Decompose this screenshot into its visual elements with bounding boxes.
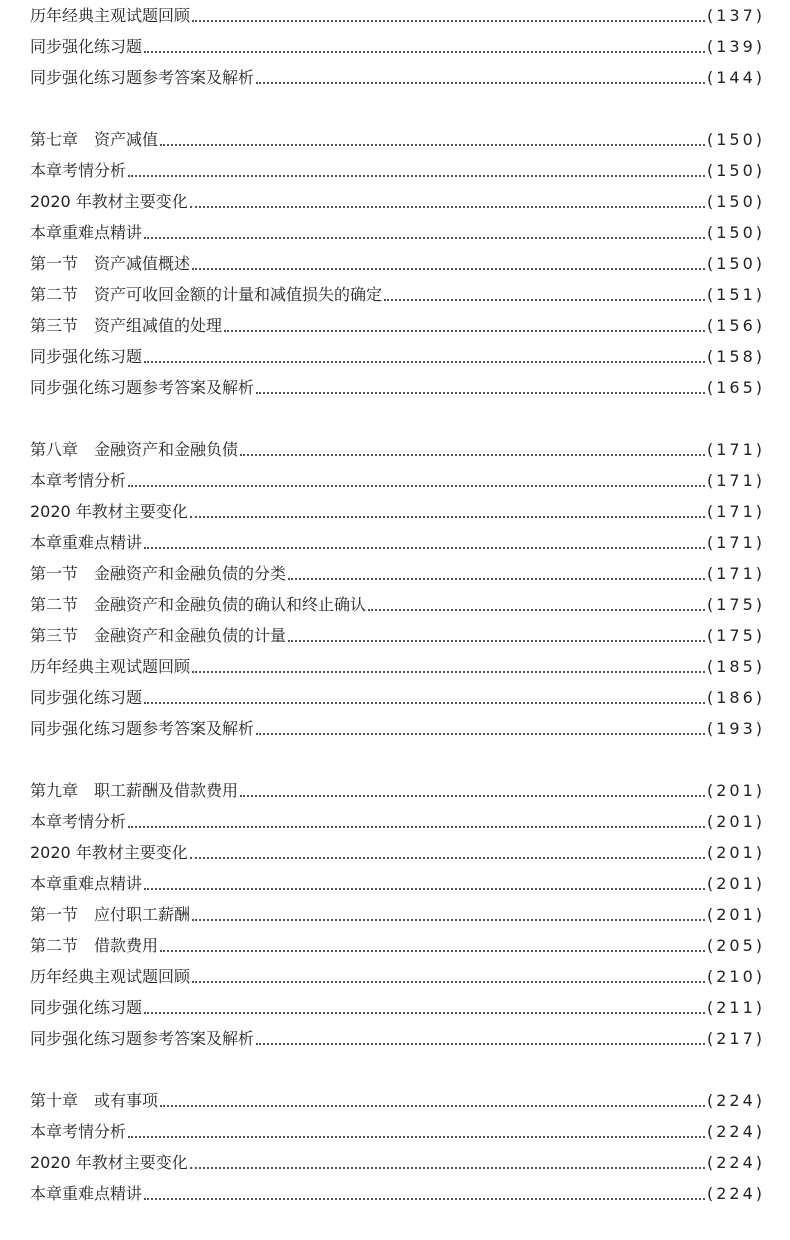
toc-entry <box>30 1023 765 1054</box>
dot-leader <box>256 391 705 394</box>
toc-entry-title: 第二节 金融资产和金融负债的确认和终止确认 <box>30 595 367 614</box>
toc-entry-title: 同步强化练习题 <box>30 688 143 707</box>
toc-chapter-heading <box>30 1085 765 1116</box>
toc-entry <box>30 527 765 558</box>
toc-entry <box>30 961 765 992</box>
toc-entry <box>30 1116 765 1147</box>
toc-group <box>30 0 765 93</box>
toc-entry <box>30 31 765 62</box>
toc-entry-page: (171) <box>706 471 765 490</box>
toc-entry-title: 同步强化练习题 <box>30 347 143 366</box>
toc-entry-title: 本章重难点精讲 <box>30 223 143 242</box>
toc-entry-title: 同步强化练习题参考答案及解析 <box>30 378 255 397</box>
toc-entry <box>30 155 765 186</box>
dot-leader <box>192 267 705 270</box>
toc-entry-page: (201) <box>706 874 765 893</box>
toc-entry-page: (139) <box>706 37 765 56</box>
dot-leader <box>190 515 705 518</box>
dot-leader <box>144 546 705 549</box>
toc-entry-page: (171) <box>706 564 765 583</box>
toc-entry-title: 同步强化练习题参考答案及解析 <box>30 719 255 738</box>
dot-leader <box>192 918 705 921</box>
toc-entry <box>30 620 765 651</box>
toc-entry-title: 历年经典主观试题回顾 <box>30 6 191 25</box>
dot-leader <box>144 701 705 704</box>
toc-entry-page: (224) <box>706 1184 765 1203</box>
dot-leader <box>256 732 705 735</box>
toc-entry-title: 第一节 资产减值概述 <box>30 254 191 273</box>
toc-entry-title: 本章重难点精讲 <box>30 1184 143 1203</box>
toc-entry-page: (144) <box>706 68 765 87</box>
dot-leader <box>190 1166 705 1169</box>
toc-entry-page: (185) <box>706 657 765 676</box>
dot-leader <box>384 298 705 301</box>
toc-entry-page: (137) <box>706 6 765 25</box>
dot-leader <box>288 639 705 642</box>
dot-leader <box>144 887 705 890</box>
toc-entry-page: (205) <box>706 936 765 955</box>
toc-entry-title: 同步强化练习题参考答案及解析 <box>30 68 255 87</box>
dot-leader <box>160 949 705 952</box>
dot-leader <box>192 980 705 983</box>
dot-leader <box>240 453 705 456</box>
dot-leader <box>160 143 705 146</box>
toc-entry <box>30 837 765 868</box>
toc-entry <box>30 930 765 961</box>
toc-entry-page: (201) <box>706 812 765 831</box>
toc-entry-title: 历年经典主观试题回顾 <box>30 967 191 986</box>
table-of-contents <box>30 0 765 1240</box>
toc-chapter-heading <box>30 124 765 155</box>
toc-entry <box>30 1178 765 1209</box>
toc-entry <box>30 899 765 930</box>
toc-entry <box>30 589 765 620</box>
toc-entry-title: 本章考情分析 <box>30 812 127 831</box>
dot-leader <box>128 1135 705 1138</box>
toc-entry <box>30 992 765 1023</box>
dot-leader <box>224 329 705 332</box>
toc-entry-page: (151) <box>706 285 765 304</box>
dot-leader <box>256 1042 705 1045</box>
toc-entry-title: 第七章 资产减值 <box>30 130 159 149</box>
toc-chapter-heading <box>30 775 765 806</box>
toc-entry-page: (150) <box>706 223 765 242</box>
toc-entry <box>30 465 765 496</box>
toc-entry-page: (224) <box>706 1122 765 1141</box>
dot-leader <box>144 1011 705 1014</box>
toc-chapter-group <box>30 775 765 1054</box>
dot-leader <box>144 360 705 363</box>
toc-entry-title: 本章考情分析 <box>30 161 127 180</box>
toc-entry-page: (201) <box>706 905 765 924</box>
toc-entry-page: (211) <box>706 998 765 1017</box>
toc-chapter-group <box>30 1085 765 1209</box>
toc-entry-title: 第三节 金融资产和金融负债的计量 <box>30 626 287 645</box>
toc-entry-page: (210) <box>706 967 765 986</box>
toc-entry-page: (193) <box>706 719 765 738</box>
toc-entry <box>30 341 765 372</box>
toc-entry-page: (186) <box>706 688 765 707</box>
toc-entry-title: 第八章 金融资产和金融负债 <box>30 440 239 459</box>
dot-leader <box>368 608 705 611</box>
toc-entry <box>30 0 765 31</box>
dot-leader <box>240 794 705 797</box>
toc-entry-title: 第一节 应付职工薪酬 <box>30 905 191 924</box>
toc-entry <box>30 217 765 248</box>
toc-entry-page: (201) <box>706 843 765 862</box>
toc-entry-title: 第二节 借款费用 <box>30 936 159 955</box>
toc-entry <box>30 868 765 899</box>
toc-entry-title: 本章考情分析 <box>30 1122 127 1141</box>
dot-leader <box>192 670 705 673</box>
toc-entry-title: 同步强化练习题 <box>30 37 143 56</box>
toc-entry-title: 2020 年教材主要变化 <box>30 1153 188 1172</box>
toc-entry-page: (158) <box>706 347 765 366</box>
toc-entry-title: 2020 年教材主要变化 <box>30 502 188 521</box>
dot-leader <box>144 236 705 239</box>
toc-entry-page: (224) <box>706 1153 765 1172</box>
toc-entry <box>30 651 765 682</box>
toc-chapter-heading <box>30 434 765 465</box>
dot-leader <box>256 81 705 84</box>
toc-entry-page: (150) <box>706 130 765 149</box>
toc-entry-title: 2020 年教材主要变化 <box>30 192 188 211</box>
toc-entry-title: 第二节 资产可收回金额的计量和减值损失的确定 <box>30 285 383 304</box>
toc-entry-title: 第一节 金融资产和金融负债的分类 <box>30 564 287 583</box>
dot-leader <box>128 174 705 177</box>
dot-leader <box>128 825 705 828</box>
dot-leader <box>192 19 705 22</box>
toc-chapter-group <box>30 434 765 744</box>
toc-entry-title: 2020 年教材主要变化 <box>30 843 188 862</box>
toc-entry <box>30 1147 765 1178</box>
toc-entry-title: 本章重难点精讲 <box>30 533 143 552</box>
toc-entry-title: 第三节 资产组减值的处理 <box>30 316 223 335</box>
toc-entry-page: (156) <box>706 316 765 335</box>
toc-entry-page: (217) <box>706 1029 765 1048</box>
toc-entry <box>30 279 765 310</box>
dot-leader <box>144 1197 705 1200</box>
toc-entry-title: 同步强化练习题 <box>30 998 143 1017</box>
dot-leader <box>128 484 705 487</box>
toc-entry-page: (175) <box>706 595 765 614</box>
toc-entry-title: 历年经典主观试题回顾 <box>30 657 191 676</box>
toc-entry-page: (165) <box>706 378 765 397</box>
toc-entry <box>30 806 765 837</box>
toc-entry <box>30 62 765 93</box>
toc-entry-page: (224) <box>706 1091 765 1110</box>
toc-entry <box>30 496 765 527</box>
toc-entry-title: 本章考情分析 <box>30 471 127 490</box>
toc-entry <box>30 713 765 744</box>
toc-entry-title: 第九章 职工薪酬及借款费用 <box>30 781 239 800</box>
toc-entry-title: 同步强化练习题参考答案及解析 <box>30 1029 255 1048</box>
toc-entry-page: (175) <box>706 626 765 645</box>
toc-entry <box>30 558 765 589</box>
toc-entry <box>30 248 765 279</box>
dot-leader <box>160 1104 705 1107</box>
toc-entry-page: (171) <box>706 502 765 521</box>
toc-entry <box>30 682 765 713</box>
toc-entry-page: (150) <box>706 192 765 211</box>
dot-leader <box>288 577 705 580</box>
toc-entry-page: (150) <box>706 254 765 273</box>
toc-entry-title: 本章重难点精讲 <box>30 874 143 893</box>
toc-entry <box>30 310 765 341</box>
toc-entry-page: (171) <box>706 533 765 552</box>
dot-leader <box>144 50 705 53</box>
dot-leader <box>190 856 705 859</box>
toc-chapter-group <box>30 124 765 403</box>
toc-entry <box>30 372 765 403</box>
dot-leader <box>190 205 705 208</box>
toc-entry-page: (201) <box>706 781 765 800</box>
toc-entry-page: (150) <box>706 161 765 180</box>
toc-entry <box>30 186 765 217</box>
toc-entry-title: 第十章 或有事项 <box>30 1091 159 1110</box>
toc-entry-page: (171) <box>706 440 765 459</box>
